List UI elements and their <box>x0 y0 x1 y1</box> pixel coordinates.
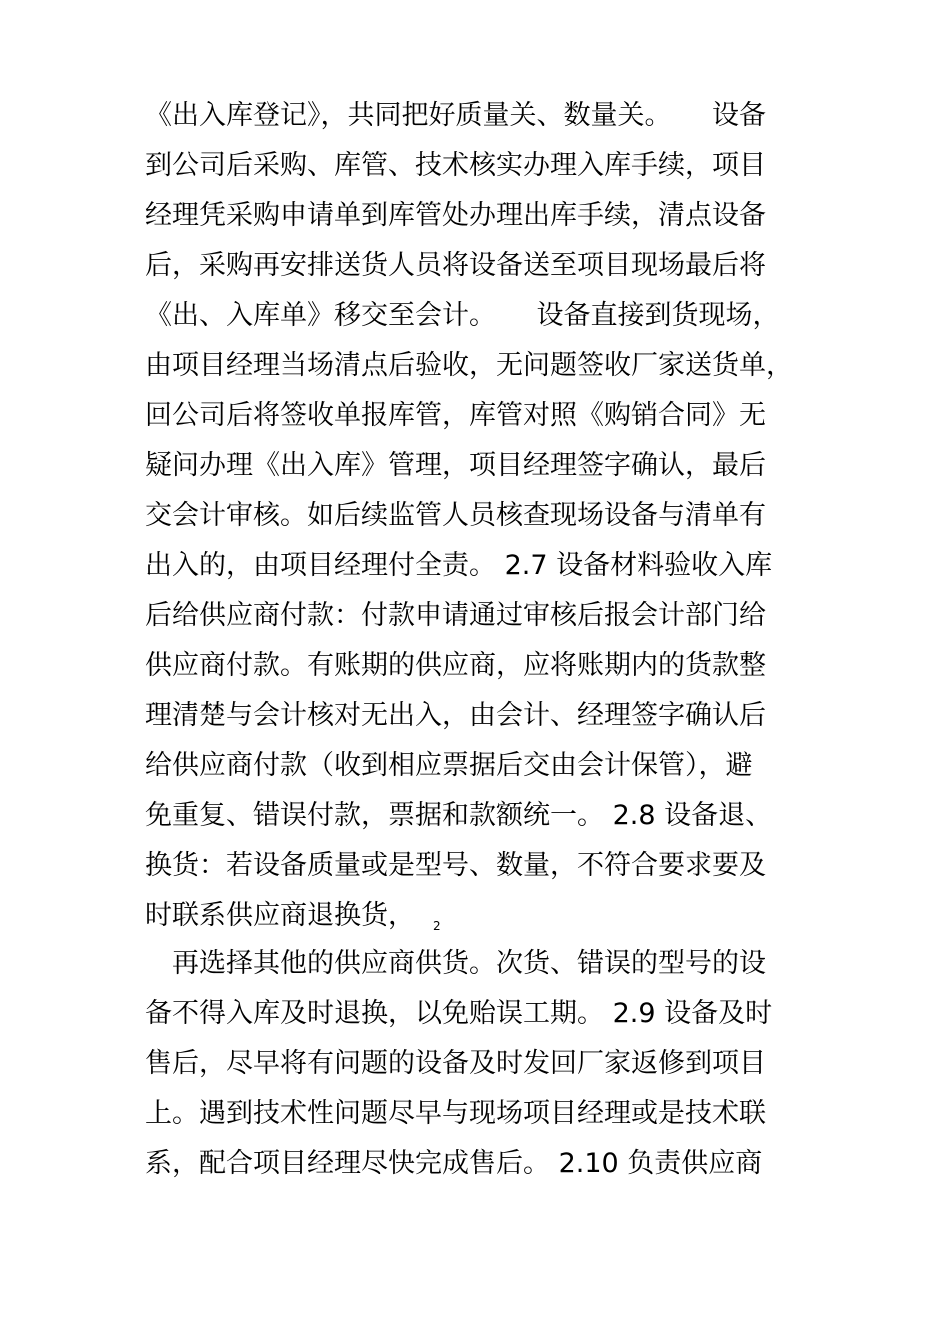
text-line-content: 时联系供应商退换货， <box>145 900 415 931</box>
text-line: 疑问办理《出入库》管理，项目经理签字确认，最后 <box>145 450 766 481</box>
text-line-last <box>145 891 825 941</box>
text-line: 《出入库登记》，共同把好质量关、数量关。 设备 <box>145 100 766 131</box>
text-line: 给供应商付款（收到相应票据后交由会计保管），避 <box>145 750 753 781</box>
text-line: 《出、入库单》移交至会计。 设备直接到货现场， <box>145 300 780 331</box>
text-line: 免重复、错误付款，票据和款额统一。 2.8 设备退、 <box>145 800 773 831</box>
text-line: 后，采购再安排送货人员将设备送至项目现场最后将 <box>145 250 766 281</box>
text-line: 系，配合项目经理尽快完成售后。 2.10 负责供应商 <box>145 1148 763 1179</box>
text-line: 经理凭采购申请单到库管处办理出库手续，清点设备 <box>145 200 766 231</box>
paragraph-1 <box>145 91 825 941</box>
text-line: 交会计审核。如后续监管人员核查现场设备与清单有 <box>145 500 766 531</box>
text-line: 后给供应商付款：付款申请通过审核后报会计部门给 <box>145 600 766 631</box>
text-line: 回公司后将签收单报库管，库管对照《购销合同》无 <box>145 400 766 431</box>
text-line: 售后，尽早将有问题的设备及时发回厂家返修到项目 <box>145 1048 766 1079</box>
text-line: 由项目经理当场清点后验收，无问题签收厂家送货单， <box>145 350 793 381</box>
text-line: 备不得入库及时退换，以免贻误工期。 2.9 设备及时 <box>145 998 773 1029</box>
page-number: 2 <box>433 919 441 933</box>
text-line: 上。遇到技术性问题尽早与现场项目经理或是技术联 <box>145 1098 766 1129</box>
paragraph-2 <box>145 939 825 1189</box>
text-line: 供应商付款。有账期的供应商，应将账期内的货款整 <box>145 650 766 681</box>
text-line: 换货：若设备质量或是型号、数量，不符合要求要及 <box>145 850 766 881</box>
text-line: 理清楚与会计核对无出入，由会计、经理签字确认后 <box>145 700 766 731</box>
text-line: 到公司后采购、库管、技术核实办理入库手续，项目 <box>145 150 766 181</box>
text-line: 再选择其他的供应商供货。次货、错误的型号的设 <box>145 948 766 979</box>
text-line: 出入的，由项目经理付全责。 2.7 设备材料验收入库 <box>145 550 773 581</box>
